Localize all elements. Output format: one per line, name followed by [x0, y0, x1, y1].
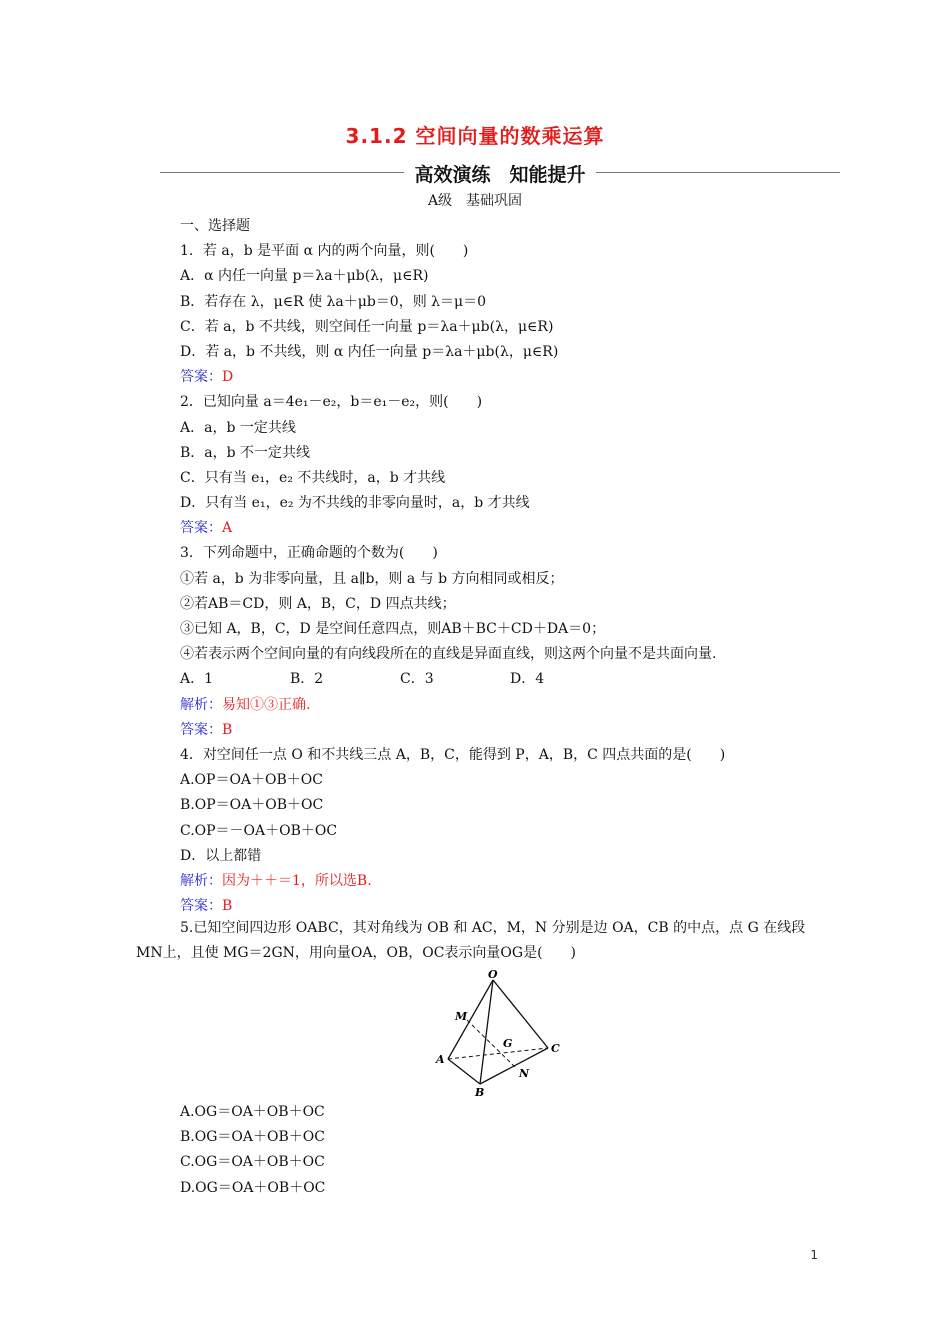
q3-item-2: ②若AB＝CD，则 A，B，C，D 四点共线； [180, 595, 456, 612]
q3-item-3: ③已知 A，B，C，D 是空间任意四点，则AB＋BC＋CD＋DA＝0； [180, 621, 606, 637]
q2-stem: 2．已知向量 a＝4e₁－e₂，b＝e₁－e₂，则( ) [180, 394, 483, 411]
label-m: M [455, 1010, 468, 1023]
banner-text: 高效演练 知能提升 [414, 164, 586, 186]
label-b: B [475, 1086, 485, 1098]
q3-stem: 3．下列命题中，正确命题的个数为( ) [180, 545, 438, 562]
label-a: A [436, 1053, 445, 1066]
section-banner [160, 160, 840, 184]
q5-option-a: A.OG＝OA＋OB＋OC [180, 1104, 325, 1120]
level-heading: A级 基础巩固 [427, 193, 523, 209]
q3-answer [180, 718, 820, 743]
banner-rule-right [596, 172, 840, 173]
page-number: 1 [810, 1248, 818, 1262]
answer-label: 答案： [180, 369, 222, 386]
q1-option-d: D．若 a，b 不共线，则 α 内任一向量 p＝λa＋μb(λ，μ∈R) [180, 343, 559, 360]
solution-text: 因为＋＋＝1，所以选B. [222, 872, 372, 889]
q4-option-b: B.OP＝OA＋OB＋OC [180, 797, 324, 814]
q1-option-b: B．若存在 λ，μ∈R 使 λa＋μb＝0，则 λ＝μ＝0 [180, 293, 487, 310]
q2-option-d: D．只有当 e₁，e₂ 为不共线的非零向量时，a，b 才共线 [180, 495, 530, 512]
edge-ob [480, 980, 493, 1084]
q5-option-b: B.OG＝OA＋OB＋OC [180, 1129, 325, 1146]
solution-text: 易知①③正确. [222, 696, 311, 713]
label-o: O [488, 968, 498, 981]
q2-answer [180, 516, 820, 541]
q4-option-c: C.OP＝－OA＋OB＋OC [180, 822, 338, 839]
q5-stem [136, 916, 820, 966]
q5-stem-line-2: MN上，且使 MG＝2GN，用向量OA，OB，OC表示向量OG是( ) [136, 945, 577, 961]
answer-value: B [222, 721, 233, 738]
q3-solution [180, 693, 820, 718]
label-c: C [551, 1042, 560, 1055]
page-title: 3.1.2 空间向量的数乘运算 [345, 124, 605, 148]
q3-choice-b: B．2 [290, 671, 324, 688]
q3-choice-d: D．4 [510, 671, 545, 688]
section-heading: 一、选择题 [180, 218, 250, 234]
q3-choices [180, 667, 820, 692]
answer-label: 答案： [180, 520, 222, 537]
answer-label: 答案： [180, 898, 222, 915]
q4-option-d: D．以上都错 [180, 847, 262, 864]
answer-value: A [222, 520, 233, 537]
answer-value: B [222, 898, 233, 915]
q4-solution [180, 869, 820, 894]
tetrahedron-figure [430, 968, 570, 1098]
edge-oc [493, 980, 548, 1048]
q5-option-c: C.OG＝OA＋OB＋OC [180, 1154, 325, 1171]
answer-label: 答案： [180, 721, 222, 738]
solution-label: 解析： [180, 696, 222, 713]
q2-option-c: C．只有当 e₁，e₂ 不共线时，a，b 才共线 [180, 469, 446, 486]
q3-choice-a: A．1 [180, 671, 214, 688]
q2-option-a: A．a，b 一定共线 [180, 419, 296, 436]
answer-value: D [222, 369, 234, 386]
q5-option-d: D.OG＝OA＋OB＋OC [180, 1179, 326, 1196]
q3-choice-c: C．3 [400, 671, 434, 688]
q1-answer [180, 365, 820, 390]
q5-options [180, 1100, 325, 1201]
q2-option-b: B．a，b 不一定共线 [180, 444, 311, 461]
q4-stem: 4．对空间任一点 O 和不共线三点 A，B，C，能得到 P，A，B，C 四点共面的是( ) [180, 746, 726, 763]
q1-stem: 1．若 a，b 是平面 α 内的两个向量，则( ) [180, 243, 469, 260]
solution-label: 解析： [180, 872, 222, 889]
edge-ab [448, 1059, 480, 1084]
q1-option-c: C．若 a，b 不共线，则空间任一向量 p＝λa＋μb(λ，μ∈R) [180, 318, 554, 335]
q1-option-a: A．α 内任一向量 p＝λa＋μb(λ，μ∈R) [180, 268, 429, 285]
q5-stem-line-1: 5.已知空间四边形 OABC，其对角线为 OB 和 AC，M，N 分别是边 OA，CB 的中点，点 G 在线段 [180, 920, 806, 936]
edge-ac-dashed [448, 1048, 548, 1059]
label-g: G [503, 1037, 513, 1050]
q3-item-4: ④若表示两个空间向量的有向线段所在的直线是异面直线，则这两个向量不是共面向量. [180, 646, 717, 663]
q4-option-a: A.OP＝OA＋OB＋OC [180, 772, 324, 789]
tetrahedron-diagram [430, 968, 570, 1098]
label-n: N [519, 1067, 530, 1080]
q3-item-1: ①若 a，b 为非零向量，且 a∥b，则 a 与 b 方向相同或相反； [180, 570, 564, 587]
question-list [180, 214, 820, 919]
